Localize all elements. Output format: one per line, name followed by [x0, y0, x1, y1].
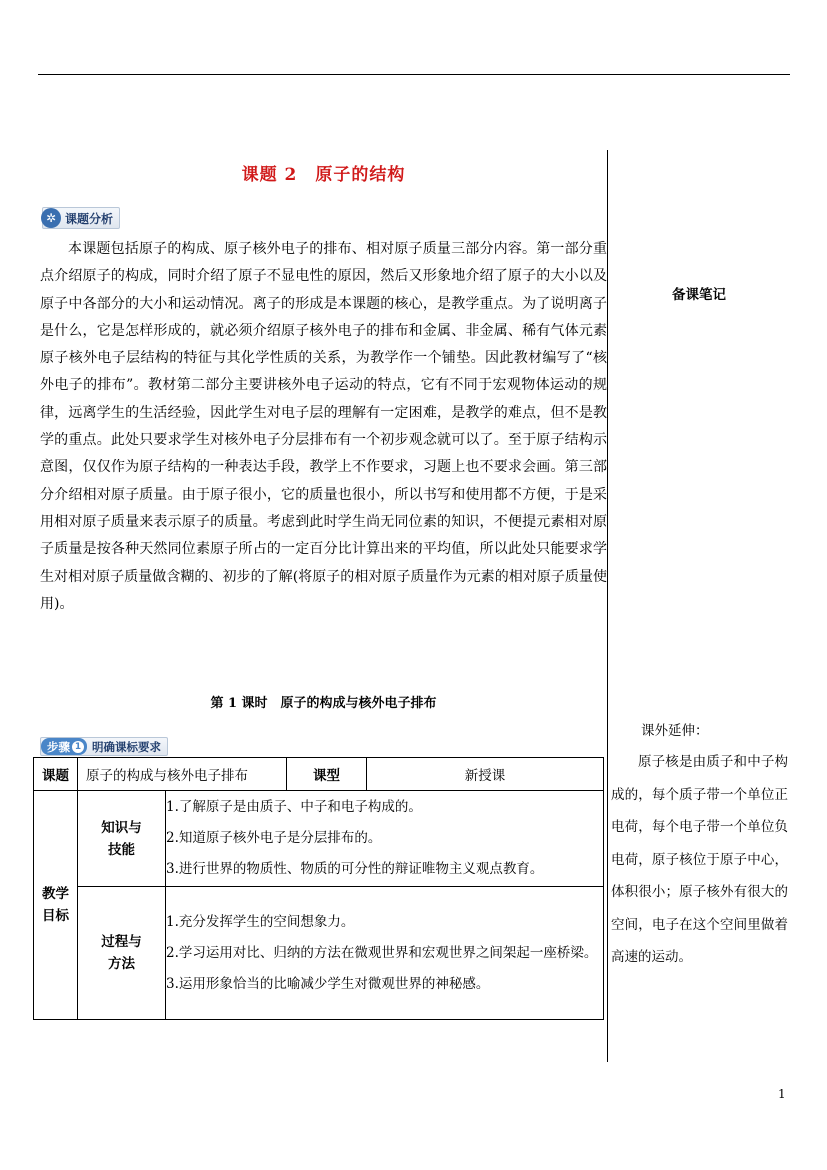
- notes-heading: 备课笔记: [672, 287, 726, 303]
- process-objectives: [166, 887, 604, 1020]
- knowledge-label: [78, 791, 166, 887]
- extension-title: 课外延伸：: [641, 723, 709, 739]
- table-row: [34, 887, 604, 1020]
- lesson-title: 课题 2 原子的结构: [241, 165, 406, 185]
- type-header: 课型: [287, 758, 367, 791]
- goals-header-line: 教学: [42, 886, 69, 902]
- table-row: [34, 758, 604, 791]
- extension-text: 原子核是由质子和中子构成的，每个质子带一个单位正电荷，每个电子带一个单位负电荷，原子核位于原子中心，体积很小；原子核外有很大的空间，电子在这个空间里做着高速的运动。: [611, 754, 788, 965]
- list-item: 2.学习运用对比、归纳的方法在微观世界和宏观世界之间架起一座桥梁。: [166, 944, 598, 961]
- list-item: 3.运用形象恰当的比喻减少学生对微观世界的神秘感。: [166, 975, 490, 992]
- step-banner: [40, 737, 168, 756]
- header-rule: [38, 74, 790, 75]
- period-title: 第 1 课时 原子的构成与核外电子排布: [210, 696, 437, 711]
- topic-header: 课题: [34, 758, 78, 791]
- page-number: 1: [778, 1087, 786, 1101]
- list-item: 1.了解原子是由质子、中子和电子构成的。: [166, 799, 422, 815]
- table-row: [34, 791, 604, 887]
- analysis-label: 课题分析: [65, 211, 114, 226]
- gear-icon: ✲: [41, 208, 61, 228]
- knowledge-objectives: [166, 791, 604, 887]
- step-badge: [41, 738, 87, 755]
- goals-header-line: 目标: [42, 908, 69, 924]
- process-label-line: 方法: [108, 956, 135, 972]
- step-label: 明确课标要求: [92, 739, 161, 754]
- step-prefix: 步骤: [47, 739, 70, 754]
- type-value: 新授课: [367, 758, 604, 791]
- process-label-line: 过程与: [101, 934, 142, 950]
- goals-header: [34, 791, 78, 1020]
- analysis-banner: [42, 207, 120, 229]
- list-item: 3.进行世界的物质性、物质的可分性的辩证唯物主义观点教育。: [166, 861, 544, 877]
- list-item: 2.知道原子核外电子是分层排布的。: [166, 830, 382, 846]
- topic-value: 原子的构成与核外电子排布: [78, 758, 287, 791]
- list-item: 1.充分发挥学生的空间想象力。: [166, 913, 355, 930]
- objectives-table: [33, 757, 604, 1020]
- knowledge-label-line: 知识与: [101, 819, 142, 836]
- process-label: [78, 887, 166, 1020]
- knowledge-label-line: 技能: [108, 841, 135, 858]
- intro-paragraph: 本课题包括原子的构成、原子核外电子的排布、相对原子质量三部分内容。第一部分重点介绍原子的构成，同时介绍了原子不显电性的原因，然后又形象地介绍了原子的大小以及原子中各部分的大小和运动情况。离子的形成是本课题的核心，是教学重点。为了说明离子是什么，它是怎样形成的，就必须介绍原子核外电子的排布和金属、非金属、稀有气体元素原子核外电子层结构的特征与其化学性质的关系，为教学作一个铺垫。因此教材编写了“核外电子的排布”。教材第二部分主要讲核外电子运动的特点，它有不同于宏观物体运动的规律，远离学生的生活经验，因此学生对电子层的理解有一定困难，是教学的难点，但不是教学的重点。此处只要求学生对核外电子分层排布有一个初步观念就可以了。至于原子结构示意图，仅仅作为原子结构的一种表达手段，教学上不作要求，习题上也不要求会画。第三部分介绍相对原子质量。由于原子很小，它的质量也很小，所以书写和使用都不方便，于是采用相对原子质量来表示原子的质量。考虑到此时学生尚无同位素的知识，不便提元素相对原子质量是按各种天然同位素原子所占的一定百分比计算出来的平均值，所以此处只能要求学生对相对原子质量做含糊的、初步的了解(将原子的相对原子质量作为元素的相对原子质量使用)。: [40, 241, 607, 612]
- step-number: 1: [72, 741, 84, 753]
